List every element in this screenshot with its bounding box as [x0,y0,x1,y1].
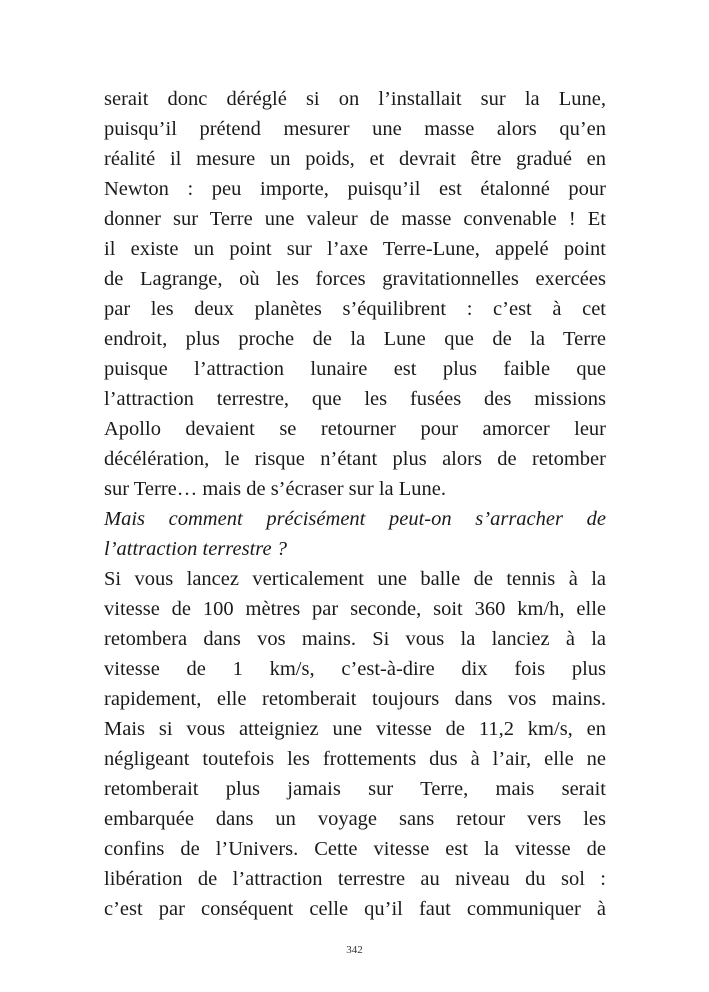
text-line: endroit, plus proche de la Lune que de la Terre [104,328,606,350]
question-line: l’attraction terrestre ? [104,538,287,560]
question-line: Mais comment précisément peut-on s’arracher de [104,508,606,530]
text-line: négligeant toutefois les frottements dus à l’air, elle ne [104,748,606,770]
text-line: vitesse de 1 km/s, c’est-à-dire dix fois plus [104,658,606,680]
text-line: libération de l’attraction terrestre au niveau du sol : [104,868,606,890]
text-line: puisque l’attraction lunaire est plus faible que [104,358,606,380]
text-line: serait donc déréglé si on l’installait sur la Lune, [104,88,606,110]
text-line: vitesse de 100 mètres par seconde, soit 360 km/h, elle [104,598,606,620]
paragraph-escape-velocity [104,564,606,924]
text-line: réalité il mesure un poids, et devrait être gradué en [104,148,606,170]
text-line: embarquée dans un voyage sans retour vers les [104,808,606,830]
section-question [104,504,606,564]
text-line: confins de l’Univers. Cette vitesse est la vitesse de [104,838,606,860]
text-line: rapidement, elle retomberait toujours dans vos mains. [104,688,606,710]
text-line: puisqu’il prétend mesurer une masse alors qu’en [104,118,606,140]
text-line: Apollo devaient se retourner pour amorcer leur [104,418,606,440]
text-line: l’attraction terrestre, que les fusées des missions [104,388,606,410]
text-line: de Lagrange, où les forces gravitationnelles exercées [104,268,606,290]
text-line: décélération, le risque n’étant plus alors de retomber [104,448,606,470]
text-line: Newton : peu importe, puisqu’il est étalonné pour [104,178,606,200]
text-line: donner sur Terre une valeur de masse convenable ! Et [104,208,606,230]
text-line: retombera dans vos mains. Si vous la lanciez à la [104,628,606,650]
text-line: sur Terre… mais de s’écraser sur la Lune. [104,478,446,500]
body-text [104,84,606,924]
text-line: retomberait plus jamais sur Terre, mais serait [104,778,606,800]
text-line: par les deux planètes s’équilibrent : c’est à cet [104,298,606,320]
paragraph-lagrange [104,84,606,504]
text-line: Si vous lancez verticalement une balle de tennis à la [104,568,606,590]
text-line: c’est par conséquent celle qu’il faut communiquer à [104,898,606,920]
text-line: il existe un point sur l’axe Terre-Lune, appelé point [104,238,606,260]
text-line: Mais si vous atteigniez une vitesse de 11,2 km/s, en [104,718,606,740]
page-number: 342 [346,944,363,956]
